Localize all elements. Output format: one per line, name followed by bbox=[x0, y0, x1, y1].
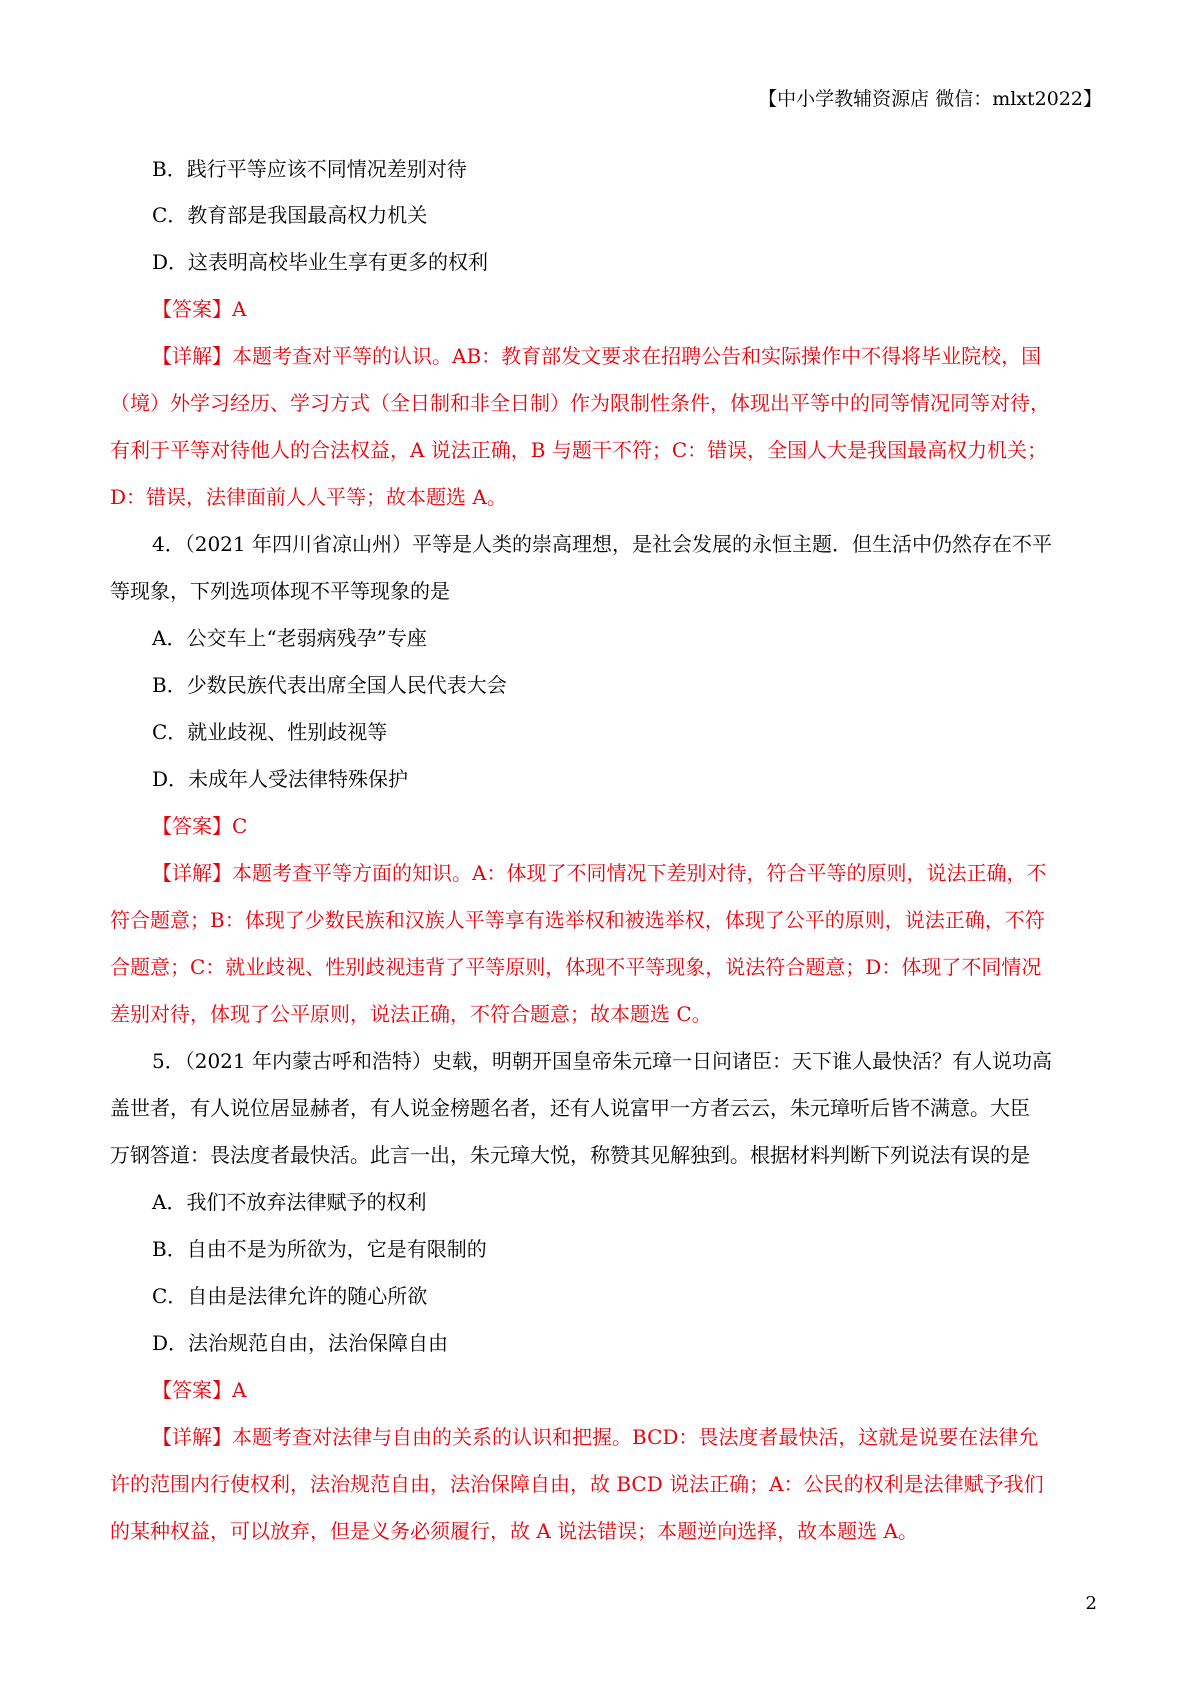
q3-option-b: B．践行平等应该不同情况差别对待 bbox=[152, 157, 467, 181]
q5-explanation-line: 【详解】本题考查对法律与自由的关系的认识和把握。BCD：畏法度者最快活，这就是说要在法律允 bbox=[152, 1425, 1039, 1449]
q5-option-c: C．自由是法律允许的随心所欲 bbox=[152, 1284, 428, 1308]
q4-explanation-line: 差别对待，体现了公平原则，说法正确，不符合题意；故本题选 C。 bbox=[110, 1002, 712, 1026]
page-number: 2 bbox=[1085, 1593, 1097, 1614]
q5-stem-line: 万钢答道：畏法度者最快活。此言一出，朱元璋大悦，称赞其见解独到。根据材料判断下列说法有误的是 bbox=[110, 1143, 1030, 1167]
q3-option-d: D．这表明高校毕业生享有更多的权利 bbox=[152, 250, 489, 274]
q4-explanation-line: 符合题意；B：体现了少数民族和汉族人平等享有选举权和被选举权，体现了公平的原则，说法正确，不符 bbox=[110, 908, 1045, 932]
q4-option-c: C．就业歧视、性别歧视等 bbox=[152, 720, 388, 744]
q5-option-d: D．法治规范自由，法治保障自由 bbox=[152, 1331, 449, 1355]
q3-explanation-line: 有利于平等对待他人的合法权益，A 说法正确，B 与题干不符；C：错误，全国人大是我国最高权力机关； bbox=[110, 438, 1048, 462]
q5-stem-line: 5．（2021 年内蒙古呼和浩特）史载，明朝开国皇帝朱元璋一日问诸臣：天下谁人最快活？有人说功高 bbox=[152, 1049, 1052, 1073]
q3-explanation-line: D：错误，法律面前人人平等；故本题选 A。 bbox=[110, 485, 507, 509]
q4-explanation-line: 【详解】本题考查平等方面的知识。A：体现了不同情况下差别对待，符合平等的原则，说法正确，不 bbox=[152, 861, 1047, 885]
q4-option-a: A．公交车上“老弱病残孕”专座 bbox=[152, 626, 427, 650]
q5-answer: 【答案】A bbox=[152, 1378, 247, 1402]
q3-answer: 【答案】A bbox=[152, 297, 247, 321]
q4-stem-line: 等现象，下列选项体现不平等现象的是 bbox=[110, 579, 450, 603]
q4-stem-line: 4．（2021 年四川省凉山州）平等是人类的崇高理想，是社会发展的永恒主题．但生活中仍然存在不平 bbox=[152, 532, 1052, 556]
q5-explanation-line: 的某种权益，可以放弃，但是义务必须履行，故 A 说法错误；本题逆向选择，故本题选 A。 bbox=[110, 1519, 918, 1543]
q5-option-a: A．我们不放弃法律赋予的权利 bbox=[152, 1190, 427, 1214]
page-header: 【中小学教辅资源店 微信：mlxt2022】 bbox=[758, 88, 1102, 110]
q4-answer: 【答案】C bbox=[152, 814, 248, 838]
q5-stem-line: 盖世者，有人说位居显赫者，有人说金榜题名者，还有人说富甲一方者云云，朱元璋听后皆不满意。大臣 bbox=[110, 1096, 1030, 1120]
q5-explanation-line: 许的范围内行使权利，法治规范自由，法治保障自由，故 BCD 说法正确；A：公民的权利是法律赋予我们 bbox=[110, 1472, 1044, 1496]
q4-option-b: B．少数民族代表出席全国人民代表大会 bbox=[152, 673, 507, 697]
q5-option-b: B．自由不是为所欲为，它是有限制的 bbox=[152, 1237, 487, 1261]
q4-option-d: D．未成年人受法律特殊保护 bbox=[152, 767, 409, 791]
q4-explanation-line: 合题意；C：就业歧视、性别歧视违背了平等原则，体现不平等现象，说法符合题意；D：体现了不同情况 bbox=[110, 955, 1042, 979]
q3-option-c: C．教育部是我国最高权力机关 bbox=[152, 203, 428, 227]
q3-explanation-line: （境）外学习经历、学习方式（全日制和非全日制）作为限制性条件，体现出平等中的同等情况同等对待， bbox=[110, 391, 1050, 415]
q3-explanation-line: 【详解】本题考查对平等的认识。AB：教育部发文要求在招聘公告和实际操作中不得将毕业院校，国 bbox=[152, 344, 1042, 368]
